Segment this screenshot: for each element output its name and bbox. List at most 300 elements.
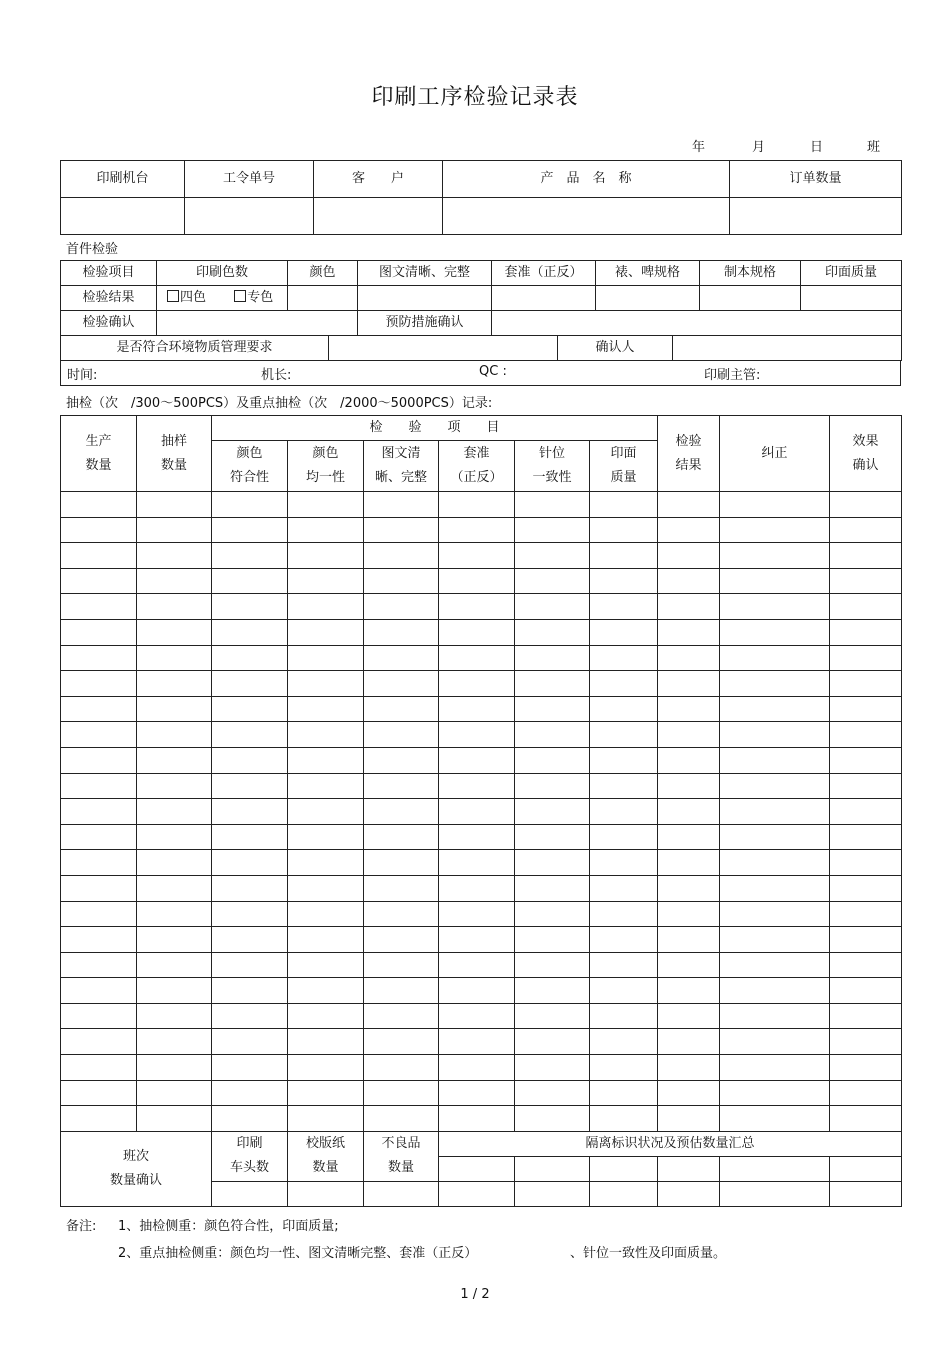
record-cell[interactable] <box>720 517 830 543</box>
confirmer-value-cell[interactable] <box>673 336 902 361</box>
record-cell[interactable] <box>288 799 364 825</box>
record-cell[interactable] <box>439 568 515 594</box>
record-cell[interactable] <box>590 594 658 620</box>
record-cell[interactable] <box>61 850 137 876</box>
record-cell[interactable] <box>137 978 212 1004</box>
record-cell[interactable] <box>515 901 590 927</box>
record-cell[interactable] <box>439 543 515 569</box>
record-cell[interactable] <box>439 696 515 722</box>
record-cell[interactable] <box>61 875 137 901</box>
record-cell[interactable] <box>515 543 590 569</box>
record-cell[interactable] <box>364 1029 439 1055</box>
record-cell[interactable] <box>830 901 902 927</box>
record-cell[interactable] <box>61 568 137 594</box>
record-cell[interactable] <box>212 619 288 645</box>
record-cell[interactable] <box>364 799 439 825</box>
record-cell[interactable] <box>288 1055 364 1081</box>
record-cell[interactable] <box>61 1029 137 1055</box>
record-cell[interactable] <box>515 927 590 953</box>
record-cell[interactable] <box>720 619 830 645</box>
isolation-cell[interactable] <box>658 1181 720 1206</box>
record-cell[interactable] <box>288 901 364 927</box>
record-cell[interactable] <box>720 927 830 953</box>
record-cell[interactable] <box>364 824 439 850</box>
record-cell[interactable] <box>288 773 364 799</box>
record-cell[interactable] <box>439 671 515 697</box>
isolation-cell[interactable] <box>439 1156 515 1181</box>
record-cell[interactable] <box>212 850 288 876</box>
record-cell[interactable] <box>658 799 720 825</box>
record-cell[interactable] <box>720 568 830 594</box>
record-cell[interactable] <box>590 568 658 594</box>
record-cell[interactable] <box>658 619 720 645</box>
summary-value-cell[interactable] <box>212 1181 288 1206</box>
record-cell[interactable] <box>288 875 364 901</box>
record-cell[interactable] <box>658 722 720 748</box>
record-cell[interactable] <box>137 875 212 901</box>
record-cell[interactable] <box>830 1055 902 1081</box>
record-cell[interactable] <box>364 850 439 876</box>
record-cell[interactable] <box>515 850 590 876</box>
record-cell[interactable] <box>61 594 137 620</box>
summary-value-cell[interactable] <box>364 1181 439 1206</box>
record-cell[interactable] <box>720 1029 830 1055</box>
record-cell[interactable] <box>288 543 364 569</box>
record-cell[interactable] <box>212 901 288 927</box>
record-cell[interactable] <box>439 517 515 543</box>
record-cell[interactable] <box>364 978 439 1004</box>
record-cell[interactable] <box>515 619 590 645</box>
record-cell[interactable] <box>439 1003 515 1029</box>
record-cell[interactable] <box>720 645 830 671</box>
record-cell[interactable] <box>590 747 658 773</box>
record-cell[interactable] <box>658 517 720 543</box>
record-cell[interactable] <box>658 1055 720 1081</box>
record-cell[interactable] <box>515 517 590 543</box>
record-cell[interactable] <box>720 1003 830 1029</box>
record-cell[interactable] <box>364 927 439 953</box>
record-cell[interactable] <box>61 927 137 953</box>
record-cell[interactable] <box>720 671 830 697</box>
record-cell[interactable] <box>720 978 830 1004</box>
record-cell[interactable] <box>658 978 720 1004</box>
record-cell[interactable] <box>658 824 720 850</box>
record-cell[interactable] <box>658 594 720 620</box>
record-cell[interactable] <box>830 850 902 876</box>
record-cell[interactable] <box>658 875 720 901</box>
spot-color-checkbox[interactable] <box>234 290 246 302</box>
record-cell[interactable] <box>830 722 902 748</box>
record-cell[interactable] <box>439 1106 515 1132</box>
record-cell[interactable] <box>590 875 658 901</box>
record-cell[interactable] <box>288 952 364 978</box>
record-cell[interactable] <box>515 722 590 748</box>
record-cell[interactable] <box>720 901 830 927</box>
confirm-value-cell[interactable] <box>157 311 358 336</box>
header-value-cell[interactable] <box>314 198 443 235</box>
record-cell[interactable] <box>439 799 515 825</box>
record-cell[interactable] <box>137 824 212 850</box>
record-cell[interactable] <box>137 952 212 978</box>
record-cell[interactable] <box>288 1003 364 1029</box>
record-cell[interactable] <box>830 875 902 901</box>
isolation-cell[interactable] <box>439 1181 515 1206</box>
record-cell[interactable] <box>590 1055 658 1081</box>
record-cell[interactable] <box>720 747 830 773</box>
record-cell[interactable] <box>364 568 439 594</box>
record-cell[interactable] <box>720 952 830 978</box>
record-cell[interactable] <box>658 773 720 799</box>
record-cell[interactable] <box>439 747 515 773</box>
record-cell[interactable] <box>61 543 137 569</box>
four-color-checkbox[interactable] <box>167 290 179 302</box>
record-cell[interactable] <box>61 1003 137 1029</box>
record-cell[interactable] <box>137 671 212 697</box>
record-cell[interactable] <box>439 952 515 978</box>
record-cell[interactable] <box>590 492 658 518</box>
result-cell[interactable] <box>492 286 596 311</box>
record-cell[interactable] <box>212 594 288 620</box>
record-cell[interactable] <box>212 799 288 825</box>
record-cell[interactable] <box>720 799 830 825</box>
record-cell[interactable] <box>61 799 137 825</box>
record-cell[interactable] <box>720 543 830 569</box>
record-cell[interactable] <box>658 1080 720 1106</box>
record-cell[interactable] <box>212 645 288 671</box>
record-cell[interactable] <box>720 492 830 518</box>
record-cell[interactable] <box>364 952 439 978</box>
record-cell[interactable] <box>658 927 720 953</box>
isolation-cell[interactable] <box>830 1181 902 1206</box>
record-cell[interactable] <box>364 543 439 569</box>
record-cell[interactable] <box>212 671 288 697</box>
record-cell[interactable] <box>288 492 364 518</box>
record-cell[interactable] <box>61 952 137 978</box>
header-value-cell[interactable] <box>730 198 902 235</box>
record-cell[interactable] <box>288 722 364 748</box>
record-cell[interactable] <box>61 1080 137 1106</box>
record-cell[interactable] <box>364 722 439 748</box>
record-cell[interactable] <box>720 875 830 901</box>
record-cell[interactable] <box>137 1003 212 1029</box>
record-cell[interactable] <box>515 1106 590 1132</box>
result-cell[interactable] <box>596 286 700 311</box>
record-cell[interactable] <box>515 594 590 620</box>
record-cell[interactable] <box>288 696 364 722</box>
record-cell[interactable] <box>590 952 658 978</box>
record-cell[interactable] <box>137 594 212 620</box>
record-cell[interactable] <box>137 722 212 748</box>
record-cell[interactable] <box>590 543 658 569</box>
record-cell[interactable] <box>137 492 212 518</box>
record-cell[interactable] <box>515 1080 590 1106</box>
record-cell[interactable] <box>658 747 720 773</box>
record-cell[interactable] <box>515 1029 590 1055</box>
record-cell[interactable] <box>720 1055 830 1081</box>
record-cell[interactable] <box>212 773 288 799</box>
record-cell[interactable] <box>61 645 137 671</box>
record-cell[interactable] <box>137 799 212 825</box>
record-cell[interactable] <box>515 773 590 799</box>
record-cell[interactable] <box>288 671 364 697</box>
record-cell[interactable] <box>515 671 590 697</box>
record-cell[interactable] <box>212 696 288 722</box>
record-cell[interactable] <box>212 517 288 543</box>
record-cell[interactable] <box>212 952 288 978</box>
record-cell[interactable] <box>720 696 830 722</box>
record-cell[interactable] <box>439 927 515 953</box>
record-cell[interactable] <box>590 645 658 671</box>
record-cell[interactable] <box>830 696 902 722</box>
record-cell[interactable] <box>515 492 590 518</box>
record-cell[interactable] <box>364 875 439 901</box>
record-cell[interactable] <box>658 952 720 978</box>
isolation-cell[interactable] <box>720 1156 830 1181</box>
record-cell[interactable] <box>137 927 212 953</box>
record-cell[interactable] <box>212 1080 288 1106</box>
record-cell[interactable] <box>137 645 212 671</box>
record-cell[interactable] <box>830 1029 902 1055</box>
record-cell[interactable] <box>515 799 590 825</box>
record-cell[interactable] <box>590 1080 658 1106</box>
isolation-cell[interactable] <box>515 1156 590 1181</box>
record-cell[interactable] <box>137 1106 212 1132</box>
record-cell[interactable] <box>658 850 720 876</box>
record-cell[interactable] <box>830 543 902 569</box>
result-cell[interactable] <box>801 286 902 311</box>
record-cell[interactable] <box>61 671 137 697</box>
record-cell[interactable] <box>658 1106 720 1132</box>
record-cell[interactable] <box>212 1003 288 1029</box>
record-cell[interactable] <box>515 1003 590 1029</box>
record-cell[interactable] <box>439 619 515 645</box>
record-cell[interactable] <box>830 747 902 773</box>
record-cell[interactable] <box>288 1029 364 1055</box>
record-cell[interactable] <box>61 1106 137 1132</box>
record-cell[interactable] <box>830 952 902 978</box>
record-cell[interactable] <box>830 1080 902 1106</box>
record-cell[interactable] <box>590 978 658 1004</box>
record-cell[interactable] <box>830 517 902 543</box>
record-cell[interactable] <box>720 1106 830 1132</box>
record-cell[interactable] <box>61 619 137 645</box>
record-cell[interactable] <box>720 824 830 850</box>
record-cell[interactable] <box>212 875 288 901</box>
record-cell[interactable] <box>590 799 658 825</box>
record-cell[interactable] <box>212 927 288 953</box>
record-cell[interactable] <box>830 799 902 825</box>
record-cell[interactable] <box>515 824 590 850</box>
record-cell[interactable] <box>439 1029 515 1055</box>
record-cell[interactable] <box>720 850 830 876</box>
record-cell[interactable] <box>830 773 902 799</box>
record-cell[interactable] <box>590 824 658 850</box>
record-cell[interactable] <box>288 824 364 850</box>
header-value-cell[interactable] <box>185 198 314 235</box>
record-cell[interactable] <box>590 901 658 927</box>
isolation-cell[interactable] <box>515 1181 590 1206</box>
record-cell[interactable] <box>720 773 830 799</box>
record-cell[interactable] <box>658 1029 720 1055</box>
record-cell[interactable] <box>439 875 515 901</box>
isolation-cell[interactable] <box>658 1156 720 1181</box>
record-cell[interactable] <box>439 492 515 518</box>
record-cell[interactable] <box>515 696 590 722</box>
record-cell[interactable] <box>515 978 590 1004</box>
record-cell[interactable] <box>658 543 720 569</box>
record-cell[interactable] <box>590 1106 658 1132</box>
record-cell[interactable] <box>288 517 364 543</box>
record-cell[interactable] <box>137 568 212 594</box>
record-cell[interactable] <box>590 773 658 799</box>
prevent-value-cell[interactable] <box>492 311 902 336</box>
record-cell[interactable] <box>439 773 515 799</box>
record-cell[interactable] <box>137 543 212 569</box>
record-cell[interactable] <box>830 594 902 620</box>
record-cell[interactable] <box>364 619 439 645</box>
record-cell[interactable] <box>590 619 658 645</box>
record-cell[interactable] <box>364 901 439 927</box>
record-cell[interactable] <box>830 568 902 594</box>
result-cell[interactable] <box>700 286 801 311</box>
record-cell[interactable] <box>439 824 515 850</box>
record-cell[interactable] <box>212 1029 288 1055</box>
record-cell[interactable] <box>364 492 439 518</box>
record-cell[interactable] <box>61 747 137 773</box>
record-cell[interactable] <box>590 517 658 543</box>
record-cell[interactable] <box>515 952 590 978</box>
record-cell[interactable] <box>364 1080 439 1106</box>
record-cell[interactable] <box>590 696 658 722</box>
result-cell[interactable] <box>358 286 492 311</box>
record-cell[interactable] <box>658 901 720 927</box>
record-cell[interactable] <box>61 824 137 850</box>
record-cell[interactable] <box>137 1055 212 1081</box>
record-cell[interactable] <box>61 978 137 1004</box>
record-cell[interactable] <box>590 671 658 697</box>
record-cell[interactable] <box>137 747 212 773</box>
record-cell[interactable] <box>288 568 364 594</box>
record-cell[interactable] <box>212 824 288 850</box>
record-cell[interactable] <box>212 1055 288 1081</box>
record-cell[interactable] <box>364 645 439 671</box>
record-cell[interactable] <box>288 645 364 671</box>
record-cell[interactable] <box>288 1106 364 1132</box>
record-cell[interactable] <box>515 747 590 773</box>
isolation-cell[interactable] <box>590 1181 658 1206</box>
record-cell[interactable] <box>288 747 364 773</box>
record-cell[interactable] <box>439 850 515 876</box>
record-cell[interactable] <box>830 645 902 671</box>
record-cell[interactable] <box>364 773 439 799</box>
record-cell[interactable] <box>658 492 720 518</box>
record-cell[interactable] <box>212 1106 288 1132</box>
record-cell[interactable] <box>515 568 590 594</box>
record-cell[interactable] <box>590 850 658 876</box>
record-cell[interactable] <box>439 978 515 1004</box>
record-cell[interactable] <box>830 619 902 645</box>
record-cell[interactable] <box>439 1055 515 1081</box>
record-cell[interactable] <box>364 594 439 620</box>
record-cell[interactable] <box>658 1003 720 1029</box>
record-cell[interactable] <box>720 594 830 620</box>
record-cell[interactable] <box>658 671 720 697</box>
record-cell[interactable] <box>658 696 720 722</box>
record-cell[interactable] <box>61 492 137 518</box>
header-value-cell[interactable] <box>61 198 185 235</box>
record-cell[interactable] <box>288 978 364 1004</box>
record-cell[interactable] <box>515 1055 590 1081</box>
record-cell[interactable] <box>364 1055 439 1081</box>
record-cell[interactable] <box>364 517 439 543</box>
record-cell[interactable] <box>288 850 364 876</box>
record-cell[interactable] <box>364 1106 439 1132</box>
record-cell[interactable] <box>137 1029 212 1055</box>
record-cell[interactable] <box>288 927 364 953</box>
record-cell[interactable] <box>439 1080 515 1106</box>
record-cell[interactable] <box>137 1080 212 1106</box>
record-cell[interactable] <box>515 645 590 671</box>
record-cell[interactable] <box>590 927 658 953</box>
record-cell[interactable] <box>364 747 439 773</box>
header-value-cell[interactable] <box>443 198 730 235</box>
isolation-cell[interactable] <box>830 1156 902 1181</box>
record-cell[interactable] <box>212 747 288 773</box>
record-cell[interactable] <box>658 568 720 594</box>
record-cell[interactable] <box>439 722 515 748</box>
record-cell[interactable] <box>590 1029 658 1055</box>
isolation-cell[interactable] <box>720 1181 830 1206</box>
record-cell[interactable] <box>364 671 439 697</box>
result-cell[interactable] <box>288 286 358 311</box>
record-cell[interactable] <box>61 722 137 748</box>
record-cell[interactable] <box>364 1003 439 1029</box>
record-cell[interactable] <box>439 645 515 671</box>
record-cell[interactable] <box>212 722 288 748</box>
record-cell[interactable] <box>439 594 515 620</box>
record-cell[interactable] <box>830 978 902 1004</box>
record-cell[interactable] <box>288 594 364 620</box>
record-cell[interactable] <box>137 517 212 543</box>
env-value-cell[interactable] <box>329 336 558 361</box>
record-cell[interactable] <box>137 696 212 722</box>
record-cell[interactable] <box>137 850 212 876</box>
record-cell[interactable] <box>61 901 137 927</box>
record-cell[interactable] <box>288 1080 364 1106</box>
record-cell[interactable] <box>830 1003 902 1029</box>
record-cell[interactable] <box>658 645 720 671</box>
record-cell[interactable] <box>288 619 364 645</box>
record-cell[interactable] <box>830 492 902 518</box>
record-cell[interactable] <box>137 901 212 927</box>
record-cell[interactable] <box>830 824 902 850</box>
record-cell[interactable] <box>212 978 288 1004</box>
record-cell[interactable] <box>212 568 288 594</box>
record-cell[interactable] <box>439 901 515 927</box>
record-cell[interactable] <box>61 1055 137 1081</box>
record-cell[interactable] <box>364 696 439 722</box>
record-cell[interactable] <box>212 492 288 518</box>
record-cell[interactable] <box>137 619 212 645</box>
record-cell[interactable] <box>515 875 590 901</box>
record-cell[interactable] <box>720 1080 830 1106</box>
record-cell[interactable] <box>830 1106 902 1132</box>
record-cell[interactable] <box>61 773 137 799</box>
isolation-cell[interactable] <box>590 1156 658 1181</box>
record-cell[interactable] <box>61 696 137 722</box>
record-cell[interactable] <box>137 773 212 799</box>
record-cell[interactable] <box>590 722 658 748</box>
